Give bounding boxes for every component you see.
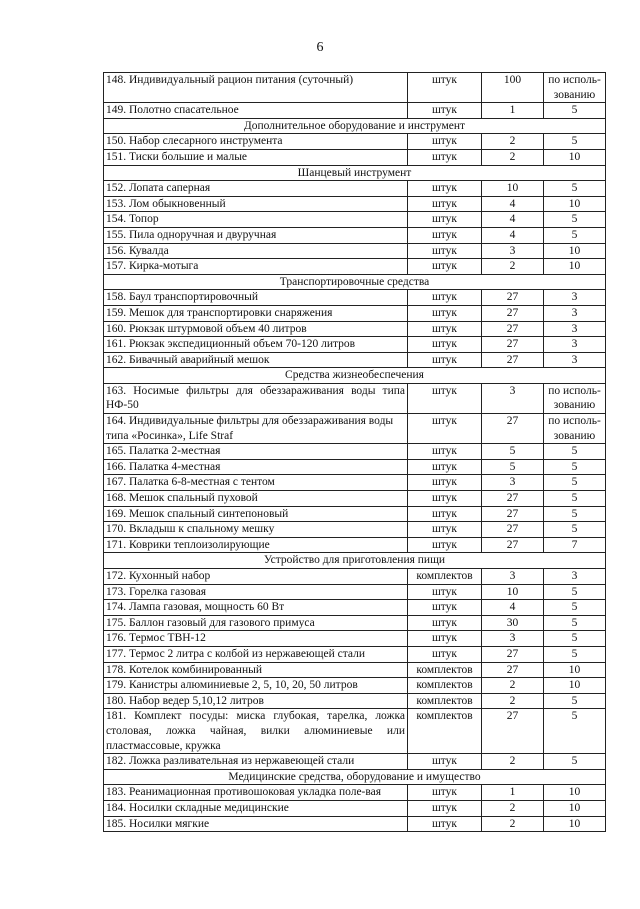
table-row: [104, 584, 606, 600]
item-name-cell: 151. Тиски большие и малые: [104, 149, 408, 165]
page-number: 6: [316, 40, 324, 55]
term-cell: 3: [544, 569, 606, 585]
unit-cell: штук: [408, 600, 482, 616]
term-cell: по исполь-зованию: [544, 414, 606, 444]
item-name-cell: 163. Носимые фильтры для обеззараживания воды типа НФ-50: [104, 383, 408, 413]
item-name-cell: 180. Набор ведер 5,10,12 литров: [104, 693, 408, 709]
table-row: [104, 352, 606, 368]
term-cell: 10: [544, 662, 606, 678]
item-name-cell: 185. Носилки мягкие: [104, 816, 408, 832]
item-name-cell: 172. Кухонный набор: [104, 569, 408, 585]
quantity-cell: 27: [482, 414, 544, 444]
table-row: [104, 196, 606, 212]
table-row: [104, 491, 606, 507]
item-name-cell: 174. Лампа газовая, мощность 60 Вт: [104, 600, 408, 616]
term-cell: 10: [544, 800, 606, 816]
section-title: Дополнительное оборудование и инструмент: [104, 118, 606, 134]
term-cell: 5: [544, 709, 606, 754]
term-cell: 5: [544, 475, 606, 491]
item-name-cell: 168. Мешок спальный пуховой: [104, 491, 408, 507]
table-row: [104, 600, 606, 616]
term-cell: 5: [544, 693, 606, 709]
item-name-cell: 178. Котелок комбинированный: [104, 662, 408, 678]
term-cell: 10: [544, 785, 606, 801]
term-cell: 5: [544, 600, 606, 616]
table-row: [104, 475, 606, 491]
table-row: [104, 383, 606, 413]
table-row: [104, 227, 606, 243]
term-cell: 5: [544, 615, 606, 631]
term-cell: 5: [544, 103, 606, 119]
unit-cell: штук: [408, 584, 482, 600]
section-row: [104, 368, 606, 384]
table-row: [104, 134, 606, 150]
unit-cell: штук: [408, 73, 482, 103]
table-row: [104, 181, 606, 197]
section-row: [104, 165, 606, 181]
quantity-cell: 27: [482, 506, 544, 522]
section-title: Устройство для приготовления пищи: [104, 553, 606, 569]
item-name-cell: 152. Лопата саперная: [104, 181, 408, 197]
quantity-cell: 2: [482, 149, 544, 165]
item-name-cell: 162. Бивачный аварийный мешок: [104, 352, 408, 368]
unit-cell: штук: [408, 103, 482, 119]
quantity-cell: 3: [482, 569, 544, 585]
item-name-cell: 182. Ложка разливательная из нержавеющей стали: [104, 754, 408, 770]
item-name-cell: 184. Носилки складные медицинские: [104, 800, 408, 816]
quantity-cell: 3: [482, 475, 544, 491]
quantity-cell: 1: [482, 785, 544, 801]
term-cell: по исполь-зованию: [544, 383, 606, 413]
section-title: Медицинские средства, оборудование и имущество: [104, 769, 606, 785]
term-cell: 5: [544, 506, 606, 522]
quantity-cell: 27: [482, 646, 544, 662]
item-name-cell: 157. Кирка-мотыга: [104, 259, 408, 275]
item-name-cell: 165. Палатка 2-местная: [104, 444, 408, 460]
unit-cell: штук: [408, 506, 482, 522]
item-name-cell: 166. Палатка 4-местная: [104, 459, 408, 475]
unit-cell: комплектов: [408, 569, 482, 585]
item-name-cell: 181. Комплект посуды: миска глубокая, тарелка, ложка столовая, ложка чайная, вилки алюминиевые или пластмассовые, кружка: [104, 709, 408, 754]
table-row: [104, 337, 606, 353]
section-title: Транспортировочные средства: [104, 274, 606, 290]
table-row: [104, 800, 606, 816]
unit-cell: штук: [408, 259, 482, 275]
quantity-cell: 30: [482, 615, 544, 631]
term-cell: 5: [544, 134, 606, 150]
term-cell: 5: [544, 646, 606, 662]
table-row: [104, 816, 606, 832]
term-cell: 3: [544, 352, 606, 368]
term-cell: 5: [544, 227, 606, 243]
unit-cell: штук: [408, 444, 482, 460]
term-cell: 5: [544, 491, 606, 507]
unit-cell: штук: [408, 383, 482, 413]
quantity-cell: 2: [482, 800, 544, 816]
quantity-cell: 2: [482, 754, 544, 770]
unit-cell: штук: [408, 212, 482, 228]
unit-cell: комплектов: [408, 693, 482, 709]
table-row: [104, 693, 606, 709]
term-cell: 7: [544, 537, 606, 553]
unit-cell: штук: [408, 754, 482, 770]
unit-cell: штук: [408, 243, 482, 259]
term-cell: 5: [544, 444, 606, 460]
unit-cell: штук: [408, 290, 482, 306]
unit-cell: штук: [408, 321, 482, 337]
quantity-cell: 2: [482, 816, 544, 832]
table-row: [104, 631, 606, 647]
term-cell: 5: [544, 181, 606, 197]
section-row: [104, 769, 606, 785]
equipment-table: [103, 72, 606, 832]
unit-cell: комплектов: [408, 678, 482, 694]
unit-cell: комплектов: [408, 709, 482, 754]
term-cell: 3: [544, 337, 606, 353]
quantity-cell: 2: [482, 693, 544, 709]
quantity-cell: 2: [482, 259, 544, 275]
term-cell: 3: [544, 290, 606, 306]
item-name-cell: 159. Мешок для транспортировки снаряжения: [104, 305, 408, 321]
unit-cell: штук: [408, 227, 482, 243]
quantity-cell: 5: [482, 444, 544, 460]
unit-cell: штук: [408, 646, 482, 662]
term-cell: 5: [544, 754, 606, 770]
quantity-cell: 10: [482, 181, 544, 197]
term-cell: 10: [544, 259, 606, 275]
table-row: [104, 662, 606, 678]
table-row: [104, 522, 606, 538]
table-row: [104, 243, 606, 259]
item-name-cell: 179. Канистры алюминиевые 2, 5, 10, 20, 50 литров: [104, 678, 408, 694]
unit-cell: штук: [408, 816, 482, 832]
quantity-cell: 100: [482, 73, 544, 103]
quantity-cell: 4: [482, 196, 544, 212]
quantity-cell: 27: [482, 537, 544, 553]
quantity-cell: 27: [482, 522, 544, 538]
table-row: [104, 212, 606, 228]
item-name-cell: 170. Вкладыш к спальному мешку: [104, 522, 408, 538]
item-name-cell: 148. Индивидуальный рацион питания (суточный): [104, 73, 408, 103]
quantity-cell: 3: [482, 383, 544, 413]
term-cell: 5: [544, 631, 606, 647]
item-name-cell: 150. Набор слесарного инструмента: [104, 134, 408, 150]
table-row: [104, 73, 606, 103]
table-row: [104, 444, 606, 460]
unit-cell: штук: [408, 414, 482, 444]
term-cell: 3: [544, 305, 606, 321]
table-row: [104, 785, 606, 801]
quantity-cell: 27: [482, 352, 544, 368]
quantity-cell: 2: [482, 678, 544, 694]
quantity-cell: 27: [482, 321, 544, 337]
quantity-cell: 1: [482, 103, 544, 119]
table-row: [104, 290, 606, 306]
section-title: Шанцевый инструмент: [104, 165, 606, 181]
table-row: [104, 506, 606, 522]
quantity-cell: 27: [482, 491, 544, 507]
item-name-cell: 164. Индивидуальные фильтры для обеззараживания воды типа «Росинка», Life Straf: [104, 414, 408, 444]
item-name-cell: 149. Полотно спасательное: [104, 103, 408, 119]
item-name-cell: 154. Топор: [104, 212, 408, 228]
table-row: [104, 259, 606, 275]
table-row: [104, 678, 606, 694]
quantity-cell: 3: [482, 631, 544, 647]
unit-cell: штук: [408, 181, 482, 197]
table-row: [104, 569, 606, 585]
quantity-cell: 27: [482, 290, 544, 306]
quantity-cell: 4: [482, 600, 544, 616]
item-name-cell: 158. Баул транспортировочный: [104, 290, 408, 306]
item-name-cell: 183. Реанимационная противошоковая укладка поле-вая: [104, 785, 408, 801]
quantity-cell: 27: [482, 709, 544, 754]
unit-cell: штук: [408, 615, 482, 631]
term-cell: 10: [544, 678, 606, 694]
unit-cell: штук: [408, 337, 482, 353]
unit-cell: штук: [408, 537, 482, 553]
table-row: [104, 646, 606, 662]
section-row: [104, 274, 606, 290]
term-cell: 5: [544, 459, 606, 475]
table-row: [104, 537, 606, 553]
quantity-cell: 27: [482, 662, 544, 678]
table-row: [104, 615, 606, 631]
unit-cell: штук: [408, 196, 482, 212]
item-name-cell: 176. Термос ТВН-12: [104, 631, 408, 647]
unit-cell: штук: [408, 149, 482, 165]
quantity-cell: 3: [482, 243, 544, 259]
item-name-cell: 155. Пила одноручная и двуручная: [104, 227, 408, 243]
quantity-cell: 2: [482, 134, 544, 150]
unit-cell: комплектов: [408, 662, 482, 678]
unit-cell: штук: [408, 785, 482, 801]
term-cell: 10: [544, 243, 606, 259]
item-name-cell: 171. Коврики теплоизолирующие: [104, 537, 408, 553]
term-cell: 5: [544, 212, 606, 228]
item-name-cell: 177. Термос 2 литра с колбой из нержавеющей стали: [104, 646, 408, 662]
item-name-cell: 160. Рюкзак штурмовой объем 40 литров: [104, 321, 408, 337]
unit-cell: штук: [408, 491, 482, 507]
term-cell: 10: [544, 816, 606, 832]
table-row: [104, 459, 606, 475]
section-row: [104, 118, 606, 134]
table-row: [104, 709, 606, 754]
item-name-cell: 175. Баллон газовый для газового примуса: [104, 615, 408, 631]
table-row: [104, 414, 606, 444]
term-cell: 10: [544, 149, 606, 165]
table-row: [104, 149, 606, 165]
table-row: [104, 103, 606, 119]
unit-cell: штук: [408, 459, 482, 475]
unit-cell: штук: [408, 134, 482, 150]
quantity-cell: 10: [482, 584, 544, 600]
term-cell: по исполь-зованию: [544, 73, 606, 103]
section-row: [104, 553, 606, 569]
term-cell: 10: [544, 196, 606, 212]
quantity-cell: 27: [482, 305, 544, 321]
table-row: [104, 305, 606, 321]
term-cell: 5: [544, 584, 606, 600]
item-name-cell: 153. Лом обыкновенный: [104, 196, 408, 212]
unit-cell: штук: [408, 352, 482, 368]
item-name-cell: 169. Мешок спальный синтепоновый: [104, 506, 408, 522]
item-name-cell: 156. Кувалда: [104, 243, 408, 259]
item-name-cell: 161. Рюкзак экспедиционный объем 70-120 литров: [104, 337, 408, 353]
term-cell: 3: [544, 321, 606, 337]
item-name-cell: 173. Горелка газовая: [104, 584, 408, 600]
unit-cell: штук: [408, 475, 482, 491]
quantity-cell: 27: [482, 337, 544, 353]
unit-cell: штук: [408, 305, 482, 321]
quantity-cell: 4: [482, 227, 544, 243]
unit-cell: штук: [408, 522, 482, 538]
unit-cell: штук: [408, 631, 482, 647]
item-name-cell: 167. Палатка 6-8-местная с тентом: [104, 475, 408, 491]
quantity-cell: 5: [482, 459, 544, 475]
table-row: [104, 321, 606, 337]
unit-cell: штук: [408, 800, 482, 816]
quantity-cell: 4: [482, 212, 544, 228]
term-cell: 5: [544, 522, 606, 538]
section-title: Средства жизнеобеспечения: [104, 368, 606, 384]
table-row: [104, 754, 606, 770]
